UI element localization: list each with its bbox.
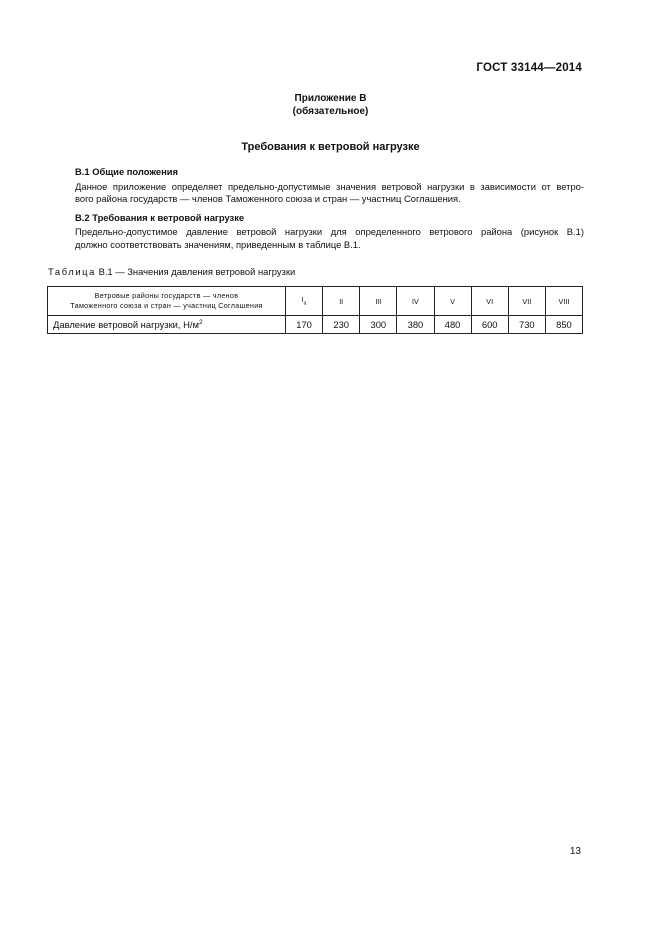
region-subscript: a — [303, 300, 307, 307]
page-number: 13 — [569, 846, 581, 857]
table-caption-label: Таблица — [48, 266, 96, 277]
region-numeral: I — [301, 295, 304, 305]
paragraph-line: Предельно-допустимое давление ветровой нагрузки для определенного ветрового района (рисунок В.1) — [75, 226, 584, 237]
region-header-cell — [471, 287, 508, 316]
row-label-superscript: 2 — [198, 318, 203, 326]
appendix-title: Приложение В — [294, 93, 367, 104]
pressure-value-cell: 600 — [471, 316, 508, 334]
region-numeral: III — [375, 296, 382, 306]
appendix-heading — [0, 92, 661, 118]
region-header-cell — [286, 287, 323, 316]
pressure-value-cell: 230 — [323, 316, 360, 334]
table-caption-text: — Значения давления ветровой нагрузки — [115, 266, 296, 277]
region-numeral: V — [450, 296, 455, 306]
paragraph-b1 — [63, 181, 584, 206]
document-body — [63, 166, 584, 257]
pressure-value-cell: 850 — [545, 316, 582, 334]
region-header-cell — [323, 287, 360, 316]
subsection-heading-b1: В.1 Общие положения — [75, 166, 178, 177]
section-title: Требования к ветровой нагрузке — [241, 141, 420, 153]
pressure-value-cell: 380 — [397, 316, 434, 334]
header-label-cell — [48, 287, 286, 316]
table-row — [48, 316, 583, 334]
table-caption-number: В.1 — [98, 266, 113, 277]
region-header-cell — [397, 287, 434, 316]
region-header-cell — [360, 287, 397, 316]
table-caption — [48, 266, 295, 277]
appendix-status: (обязательное) — [292, 106, 369, 117]
standard-designation: ГОСТ 33144—2014 — [476, 62, 582, 74]
region-numeral: VI — [486, 296, 494, 306]
pressure-value-cell: 300 — [360, 316, 397, 334]
region-numeral: IV — [412, 296, 419, 306]
subsection-heading-b2: В.2 Требования к ветровой нагрузке — [75, 211, 245, 223]
region-header-cell — [545, 287, 582, 316]
header-label-line: Ветровые районы государств — членов — [94, 291, 239, 300]
region-numeral: II — [339, 296, 344, 306]
paragraph-line: вого района государств — членов Таможенного союза и стран — участниц Соглашения. — [75, 193, 461, 204]
region-header-cell — [508, 287, 545, 316]
paragraph-line: Данное приложение определяет предельно-допустимые значения ветровой нагрузки в зависимости от ветро- — [75, 180, 584, 192]
header-label-line: Таможенного союза и стран — участниц Соглашения — [70, 301, 263, 310]
pressure-value-cell: 170 — [286, 316, 323, 334]
table-header-row — [48, 287, 583, 316]
region-numeral: VIII — [558, 296, 570, 306]
wind-pressure-table — [47, 286, 583, 334]
pressure-value-cell: 730 — [508, 316, 545, 334]
pressure-value-cell: 480 — [434, 316, 471, 334]
paragraph-b2 — [63, 226, 584, 251]
region-header-cell — [434, 287, 471, 316]
row-label-cell — [48, 316, 286, 334]
row-label: Давление ветровой нагрузки, Н/м — [53, 319, 199, 331]
region-numeral: VII — [522, 296, 532, 306]
paragraph-line: должно соответствовать значениям, приведенным в таблице В.1. — [75, 238, 361, 250]
